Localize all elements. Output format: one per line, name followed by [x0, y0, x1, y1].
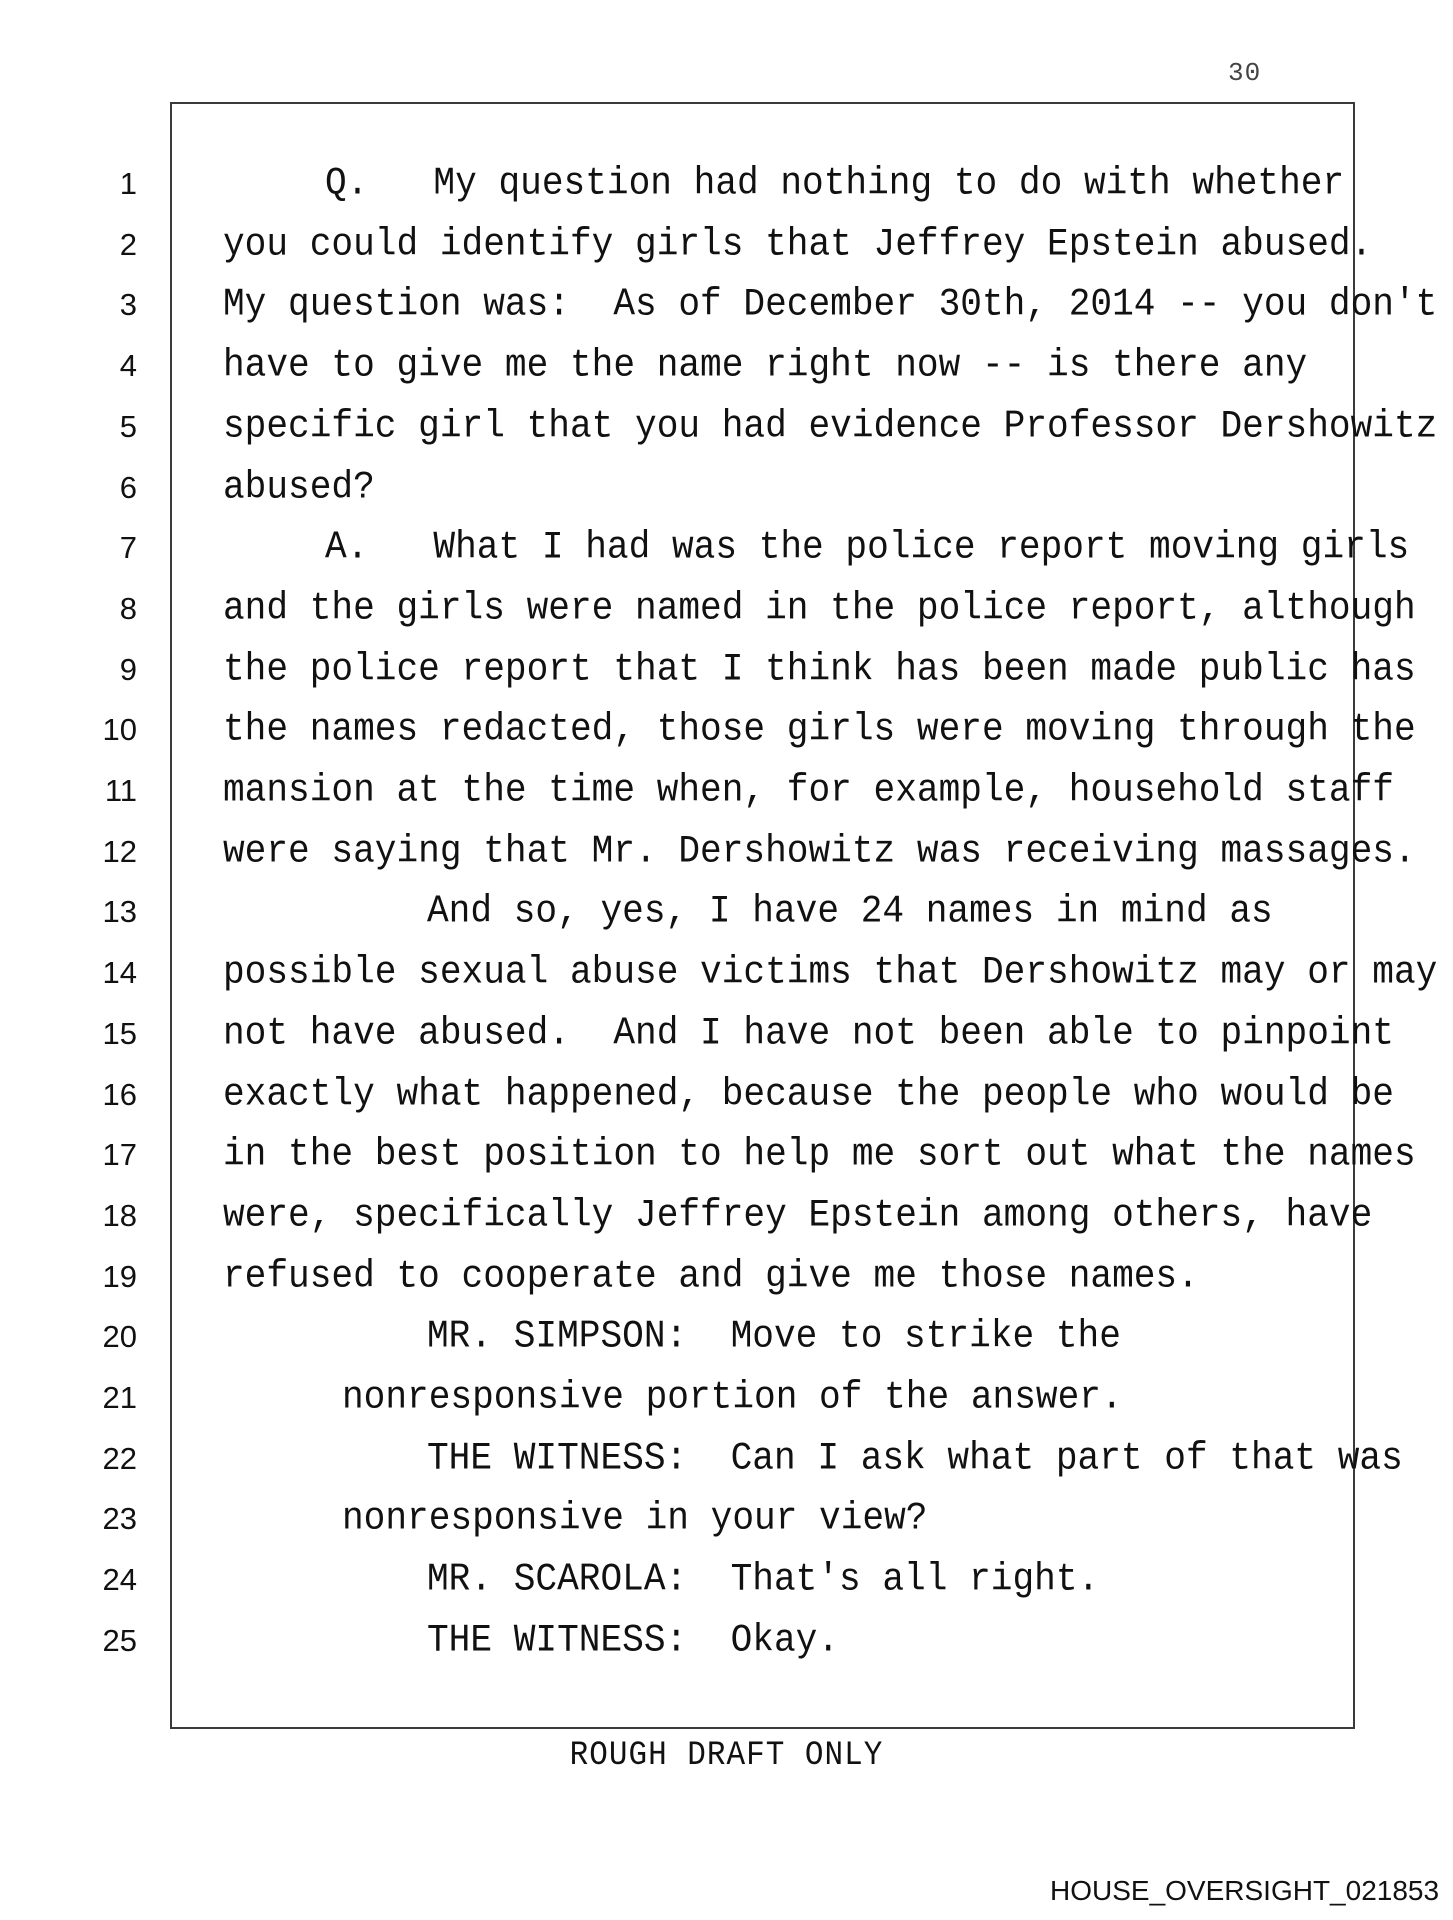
transcript-box [102, 102, 1438, 1729]
transcript-line: not have abused. And I have not been able to pinpoint [223, 1011, 1394, 1056]
transcript-line: were saying that Mr. Dershowitz was receiving massages. [223, 829, 1416, 873]
line-number: 13 [102, 894, 137, 930]
transcript-line: in the best position to help me sort out what the names [223, 1132, 1416, 1177]
line-number: 6 [119, 469, 137, 505]
transcript-line: MR. SIMPSON: Move to strike the [427, 1314, 1121, 1359]
transcript-line: abused? [223, 465, 375, 509]
line-number: 7 [119, 530, 137, 566]
transcript-line: mansion at the time when, for example, household staff [223, 768, 1394, 813]
line-number: 3 [119, 287, 137, 323]
transcript-line: possible sexual abuse victims that Dershowitz may or may [223, 950, 1438, 995]
transcript-line: Q. My question had nothing to do with whether [325, 161, 1345, 206]
line-number: 22 [102, 1440, 137, 1476]
line-number: 9 [119, 651, 137, 687]
line-number: 25 [102, 1622, 137, 1658]
transcript-line: and the girls were named in the police report, although [223, 586, 1416, 631]
bates-number: HOUSE_OVERSIGHT_021853 [1050, 1875, 1440, 1906]
line-number: 17 [102, 1137, 137, 1173]
transcript-line: MR. SCAROLA: That's all right. [427, 1557, 1100, 1602]
line-number: 18 [102, 1197, 137, 1233]
page-number: 30 [1228, 58, 1262, 88]
transcript-line: refused to cooperate and give me those names. [223, 1254, 1199, 1298]
transcript-line: the police report that I think has been made public has [223, 647, 1416, 691]
line-number: 12 [102, 833, 137, 869]
transcript-line: exactly what happened, because the people who would be [223, 1072, 1394, 1116]
line-number: 1 [119, 166, 137, 201]
line-number: 24 [102, 1562, 137, 1598]
line-number: 23 [102, 1501, 137, 1537]
line-number: 10 [102, 712, 137, 748]
transcript-line: THE WITNESS: Can I ask what part of that was [427, 1436, 1403, 1480]
transcript-line: THE WITNESS: Okay. [427, 1618, 840, 1663]
line-number: 20 [102, 1319, 137, 1355]
line-number: 21 [102, 1380, 137, 1415]
transcript-line: you could identify girls that Jeffrey Epstein abused. [223, 222, 1373, 266]
line-number: 4 [119, 348, 137, 384]
line-number: 2 [119, 226, 137, 262]
line-number: 15 [102, 1015, 137, 1051]
line-number: 11 [104, 773, 137, 808]
line-number: 14 [102, 955, 137, 991]
transcript-line: nonresponsive portion of the answer. [342, 1375, 1123, 1420]
transcript-line: And so, yes, I have 24 names in mind as [427, 889, 1273, 934]
rough-draft-label: ROUGH DRAFT ONLY [569, 1735, 884, 1776]
transcript-line: nonresponsive in your view? [342, 1496, 928, 1541]
transcript-line: were, specifically Jeffrey Epstein among others, have [223, 1193, 1373, 1238]
line-number: 19 [102, 1258, 137, 1294]
line-number: 16 [102, 1076, 137, 1112]
transcript-line: the names redacted, those girls were moving through the [223, 707, 1416, 752]
transcript-line: have to give me the name right now -- is there any [223, 343, 1308, 388]
transcript-line: My question was: As of December 30th, 2014 -- you don't [223, 282, 1438, 327]
transcript-line: A. What I had was the police report moving girls [325, 525, 1410, 570]
line-number: 5 [119, 408, 137, 444]
line-number: 8 [119, 590, 137, 626]
transcript-line: specific girl that you had evidence Professor Dershowitz [223, 404, 1438, 449]
